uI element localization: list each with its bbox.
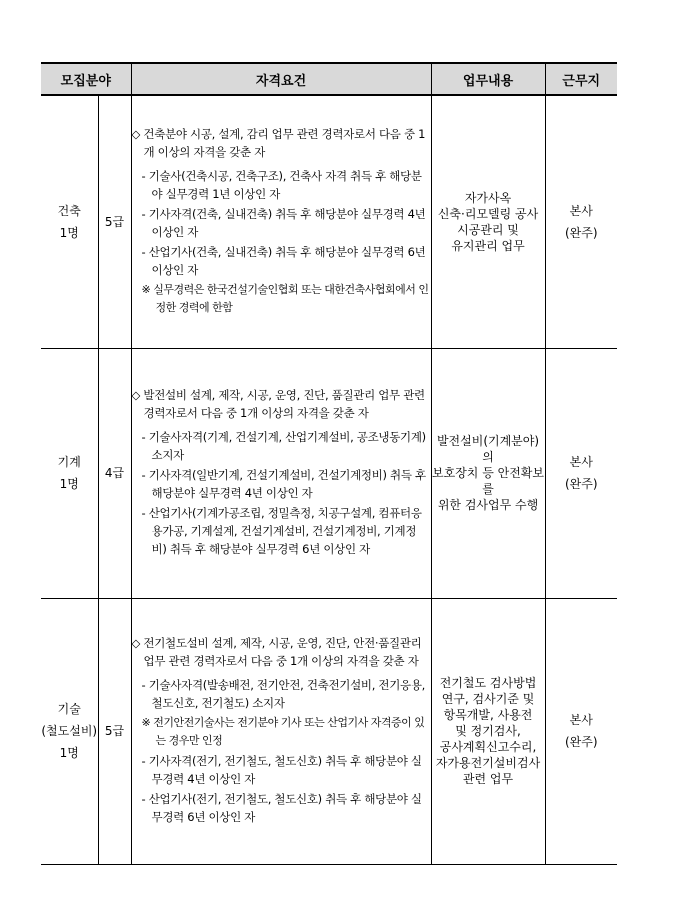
requirement-item: - 기술사자격(기계, 건설기계, 산업기계설비, 공조냉동기계) 소지자 <box>141 430 426 462</box>
grade-cell: 5급 <box>98 95 131 348</box>
headcount: 1명 <box>59 477 79 491</box>
location-detail: (완주) <box>564 225 598 240</box>
duty-line: 항목개발, 사용전 <box>443 708 533 722</box>
location-name: 본사 <box>569 713 593 727</box>
field-subname: (철도설비) <box>41 724 98 738</box>
table-row <box>41 348 617 598</box>
grade-cell: 4급 <box>98 348 131 598</box>
duty-line: 및 정기검사, <box>455 724 521 738</box>
requirement-item: - 산업기사(기계가공조립, 정밀측정, 치공구설계, 컴퓨터응용가공, 기계설계, 건설기계설비, 건설기계정비, 기계정비) 취득 후 해당분야 실무경력 6년 이상인 자 <box>141 506 422 556</box>
recruitment-table <box>41 62 617 865</box>
location-detail: (완주) <box>564 735 598 749</box>
location-detail: (완주) <box>564 477 598 491</box>
field-name: 기술 <box>57 702 81 716</box>
duty-line: 신축·리모델링 공사 <box>437 206 539 221</box>
headcount: 1명 <box>59 225 79 240</box>
field-name: 기계 <box>57 455 81 469</box>
requirements-cell <box>131 95 431 348</box>
duty-line: 공사계획신고수리, <box>439 740 537 754</box>
requirement-item: - 기사자격(일반기계, 건설기계설비, 건설기계정비) 취득 후 해당분야 실무경력 4년 이상인 자 <box>141 468 426 500</box>
header-field: 모집분야 <box>41 63 131 95</box>
location-name: 본사 <box>569 455 593 469</box>
requirement-caption: ◇ 발전설비 설계, 제작, 시공, 운영, 진단, 품질관리 업무 관련 경력자로서 다음 중 1개 이상의 자격을 갖춘 자 <box>131 388 425 420</box>
duty-line: 시공관리 및 <box>457 222 519 237</box>
requirement-note: ※ 전기안전기술사는 전기분야 기사 또는 산업기사 자격증이 있는 경우만 인정 <box>141 716 425 747</box>
headcount: 1명 <box>59 746 79 760</box>
header-row <box>41 63 617 95</box>
duty-cell <box>431 95 545 348</box>
header-duties: 업무내용 <box>431 63 545 95</box>
requirement-item: - 기술사자격(발송배전, 전기안전, 건축전기설비, 전기응용, 철도신호, 전기철도) 소지자 <box>141 678 426 710</box>
requirement-item: - 산업기사(건축, 실내건축) 취득 후 해당분야 실무경력 6년 이상인 자 <box>141 244 426 277</box>
duty-line: 유지관리 업무 <box>451 238 525 253</box>
table-row <box>41 598 617 864</box>
duty-line: 보호장치 등 안전확보를 <box>432 466 544 496</box>
requirement-item: - 기사자격(건축, 실내건축) 취득 후 해당분야 실무경력 4년 이상인 자 <box>141 206 426 239</box>
requirements-cell <box>131 598 431 864</box>
duty-line: 전기철도 검사방법 <box>439 676 537 690</box>
duty-cell <box>431 348 545 598</box>
requirement-item: - 기술사(건축시공, 건축구조), 건축사 자격 취득 후 해당분야 실무경력 1년 이상인 자 <box>141 168 422 201</box>
location-cell <box>545 95 617 348</box>
requirement-item: - 산업기사(전기, 전기철도, 철도신호) 취득 후 해당분야 실무경력 6년 이상인 자 <box>141 792 422 824</box>
header-requirements: 자격요건 <box>131 63 431 95</box>
requirement-item: - 기사자격(전기, 전기철도, 철도신호) 취득 후 해당분야 실무경력 4년 이상인 자 <box>141 754 422 786</box>
field-cell <box>41 598 98 864</box>
location-cell <box>545 348 617 598</box>
duty-line: 연구, 검사기준 및 <box>441 692 535 706</box>
duty-line: 관련 업무 <box>462 772 514 786</box>
duty-line: 자가사옥 <box>464 190 512 205</box>
field-cell <box>41 348 98 598</box>
location-name: 본사 <box>569 203 593 218</box>
duty-line: 발전설비(기계분야)의 <box>436 434 540 464</box>
grade-cell: 5급 <box>98 598 131 864</box>
field-name: 건축 <box>57 203 81 218</box>
duty-line: 자가용전기설비검사 <box>435 756 541 770</box>
requirement-caption: ◇ 전기철도설비 설계, 제작, 시공, 운영, 진단, 안전·품질관리 업무 관련 경력자로서 다음 중 1개 이상의 자격을 갖춘 자 <box>131 636 422 668</box>
requirement-caption: ◇ 건축분야 시공, 설계, 감리 업무 관련 경력자로서 다음 중 1개 이상의 자격을 갖춘 자 <box>131 126 426 159</box>
requirements-cell <box>131 348 431 598</box>
requirement-note: ※ 실무경력은 한국건설기술인협회 또는 대한건축사협회에서 인정한 경력에 한함 <box>141 282 429 314</box>
table-row <box>41 95 617 348</box>
duty-cell <box>431 598 545 864</box>
duty-line: 위한 검사업무 수행 <box>437 498 539 512</box>
field-cell <box>41 95 98 348</box>
location-cell <box>545 598 617 864</box>
header-location: 근무지 <box>545 63 617 95</box>
